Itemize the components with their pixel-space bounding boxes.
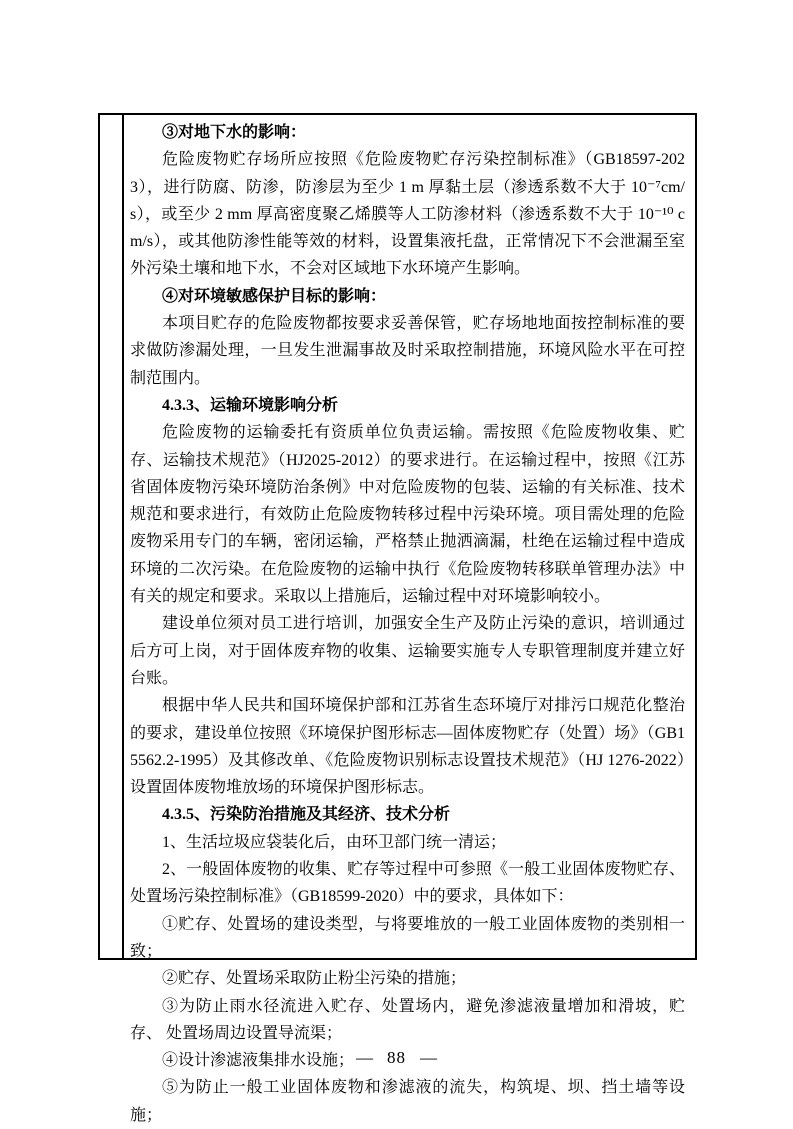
- paragraph: 建设单位须对员工进行培训，加强安全生产及防止污染的意识，培训通过后方可上岗，对于固体废弃物的收集、运输要实施专人专职管理制度并建立好台账。: [130, 615, 685, 687]
- paragraph: ⑤为防止一般工业固体废物和渗滤液的流失，构筑堤、坝、挡土墙等设施；: [130, 1079, 685, 1124]
- paragraph: ③为防止雨水径流进入贮存、处置场内，避免渗滤液量增加和滑坡，贮存、 处置场周边设置导流渠；: [130, 997, 685, 1042]
- paragraph: 本项目贮存的危险废物都按要求妥善保管，贮存场地地面按控制标准的要求做防渗漏处理，一旦发生泄漏事故及时采取控制措施，环境风险水平在可控制范围内。: [130, 315, 685, 387]
- section-heading: ③对地下水的影响：: [162, 124, 307, 141]
- page-footer: [0, 1048, 793, 1068]
- page-number-dash-left: —: [356, 1048, 373, 1067]
- paragraph: ②贮存、处置场采取防止粉尘污染的措施；: [162, 970, 467, 988]
- section-heading: 4.3.3、运输环境影响分析: [162, 396, 339, 414]
- table-left-column: [100, 115, 124, 958]
- page-number-dash-right: —: [420, 1048, 437, 1067]
- paragraph: 危险废物贮存场所应按照《危险废物贮存污染控制标准》（GB18597-2023），进行防腐、防渗，防渗层为至少 1 m 厚黏土层（渗透系数不大于 10⁻⁷cm/s），或至少 2 mm 厚高密度聚乙烯膜等人工防渗材料（渗透系数不大于 10⁻¹⁰ cm/s），或其他防渗性能等效的材料，设置集液托盘，正常情况下不会泄漏至室外污染土壤和地下水，不会对区域地下水环境产生影响。: [130, 151, 685, 278]
- paragraph: 根据中华人民共和国环境保护部和江苏省生态环境厅对排污口规范化整治的要求，建设单位按照《环境保护图形标志—固体废物贮存（处置）场》（GB15562.2-1995）及其修改单、《危险废物识别标志设置技术规范》（HJ 1276-2022）设置固体废物堆放场的环境保护图形标志。: [130, 697, 685, 797]
- page-number-value: 88: [387, 1048, 406, 1067]
- paragraph: ④设计渗滤液集排水设施；: [162, 1052, 355, 1070]
- section-heading: ④对环境敏感保护目标的影响：: [162, 287, 387, 305]
- paragraph: ①贮存、处置场的建设类型，与将要堆放的一般工业固体废物的类别相一致；: [130, 915, 685, 960]
- paragraph: 2、一般固体废物的收集、贮存等过程中可参照《一般工业固体废物贮存、处置场污染控制标准》（GB18599-2020）中的要求，具体如下：: [130, 861, 685, 906]
- paragraph: 危险废物的运输委托有资质单位负责运输。需按照《危险废物收集、贮存、运输技术规范》（HJ2025-2012）的要求进行。在运输过程中，按照《江苏省固体废物污染环境防治条例》中对危险废物的包装、运输的有关标准、技术规范和要求进行，有效防止危险废物转移过程中污染环境。项目需处理的危险废物采用专门的车辆，密闭运输，严格禁止抛洒滴漏，杜绝在运输过程中造成环境的二次污染。在危险废物的运输中执行《危险废物转移联单管理办法》中有关的规定和要求。采取以上措施后，运输过程中对环境影响较小。: [130, 424, 685, 606]
- paragraph: 1、生活垃圾应袋装化后，由环卫部门统一清运；: [162, 833, 507, 851]
- section-heading: 4.3.5、污染防治措施及其经济、技术分析: [162, 806, 451, 824]
